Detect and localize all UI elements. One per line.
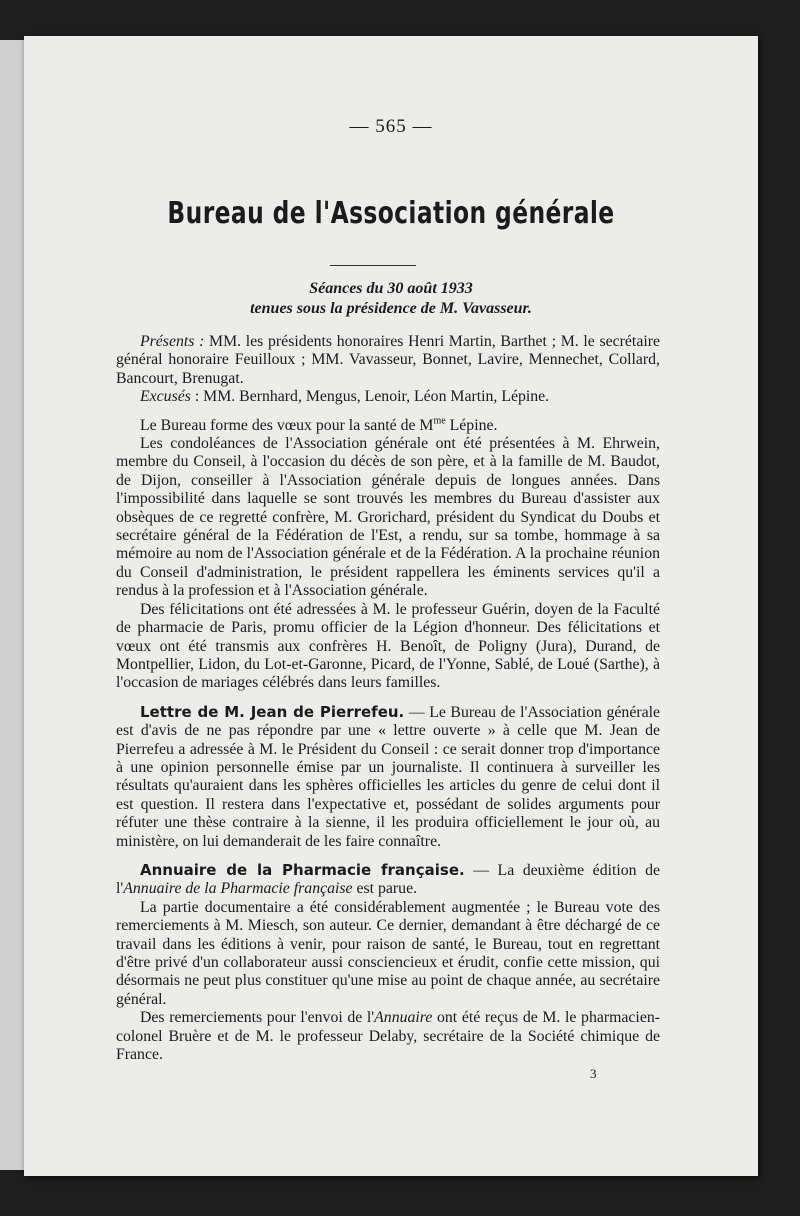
annuaire-heading: Annuaire de la Pharmacie française. — [140, 860, 465, 879]
remerciements-paragraph — [116, 1009, 660, 1064]
previous-page-edge — [0, 40, 25, 1170]
remerciements-italic: Annuaire — [374, 1009, 433, 1027]
health-text-end: Lépine. — [445, 416, 498, 434]
documentaire-paragraph: La partie documentaire a été considérablement augmentée ; le Bureau vote des remerciements à M. Miesch, son auteur. Ce dernier, demandant à être déchargé de ce travail dans les éditions à venir, pour raison de santé, le Bureau, tout en regrettant d'être privé d'un collaborateur aussi consciencieux et érudit, confie cette mission, qui désormais ne peut plus constituer qu'une mise au point de chaque année, au secrétaire général. — [116, 898, 660, 1008]
excuses-paragraph — [116, 388, 660, 406]
health-text: Le Bureau forme des vœux pour la santé de M — [140, 416, 434, 434]
annuaire-title-italic: Annuaire de la Pharmacie française — [123, 880, 353, 898]
remerciements-text: Des remerciements pour l'envoi de l' — [140, 1009, 375, 1027]
document-page — [24, 36, 758, 1176]
signature-folio: 3 — [590, 1066, 597, 1081]
title-rule — [330, 265, 416, 266]
excuses-text: : MM. Bernhard, Mengus, Lenoir, Léon Martin, Lépine. — [190, 388, 550, 406]
lettre-text: — Le Bureau de l'Association générale est d'avis de ne pas répondre par une « lettre ouverte » à celle que M. Jean de Pierrefeu a adressée à M. le Président du Conseil : ce serait donner trop d'importance à une opinion personnelle émise par un journaliste. Il continuera à surveiller les résultats qu'auraient dans les sphères officielles les articles du genre de celui dont il est question. Il restera dans l'expectative et, possédant de solides arguments pour réfuter une thèse contraire à la sienne, il les produira officiellement le jour où, au ministère, on lui demanderait de les faire connaître. — [116, 703, 661, 850]
session-date: Séances du 30 août 1933 — [309, 280, 473, 297]
condolences-paragraph: Les condoléances de l'Association générale ont été présentées à M. Ehrwein, membre du Conseil, à l'occasion du décès de son père, et à la famille de M. Baudot, de Dijon, conseiller à l'Association générale depuis de longues années. Dans l'impossibilité dans laquelle se sont trouvés les membres du Bureau d'assister aux obsèques de ce regretté confrère, M. Grorichard, président du Syndicat du Doubs et secrétaire général de la Fédération de l'Est, a rendu, sur sa tombe, hommage à sa mémoire au nom de l'Association générale et de la Fédération. A la prochaine réunion du Conseil d'administration, le président rappellera les éminents services qu'il a rendus à la profession et à l'Association générale. — [116, 435, 660, 600]
page-title: Bureau de l'Association générale — [167, 196, 615, 231]
presents-label: Présents : — [140, 333, 205, 350]
page-number: — 565 — — [349, 116, 433, 137]
annuaire-paragraph — [116, 861, 660, 899]
health-paragraph — [116, 417, 660, 435]
lettre-heading: Lettre de M. Jean de Pierrefeu. — [140, 702, 405, 721]
excuses-label: Excusés — [140, 388, 191, 406]
remerciements-text-end: ont été reçus de M. le pharmacien-colonel Bruère et de M. le professeur Delaby, secrétaire de la Société chimique de France. — [116, 1009, 660, 1064]
session-heading — [24, 279, 758, 319]
session-presidency: tenues sous la présidence de M. Vavasseur. — [250, 300, 532, 317]
lettre-paragraph — [116, 703, 660, 851]
presents-paragraph — [116, 333, 660, 388]
annuaire-text: — La deuxième édition de l' — [116, 861, 660, 898]
health-sup: me — [433, 415, 446, 427]
congratulations-paragraph: Des félicitations ont été adressées à M. le professeur Guérin, doyen de la Faculté de pharmacie de Paris, promu officier de la Légion d'honneur. Des félicitations et vœux ont été transmis aux confrères H. Benoît, de Poligny (Jura), Durand, de Montpellier, Lidon, du Lot-et-Garonne, Picard, de l'Yonne, Sablé, de Loué (Sarthe), à l'occasion de mariages célébrés dans leurs familles. — [116, 600, 660, 692]
body-text — [116, 333, 660, 1064]
annuaire-text-end: est parue. — [352, 880, 418, 898]
presents-text: MM. les présidents honoraires Henri Martin, Barthet ; M. le secrétaire général honoraire Feuilloux ; MM. Vavasseur, Bonnet, Lavire, Mennechet, Collard, Bancourt, Brenugat. — [116, 333, 660, 387]
